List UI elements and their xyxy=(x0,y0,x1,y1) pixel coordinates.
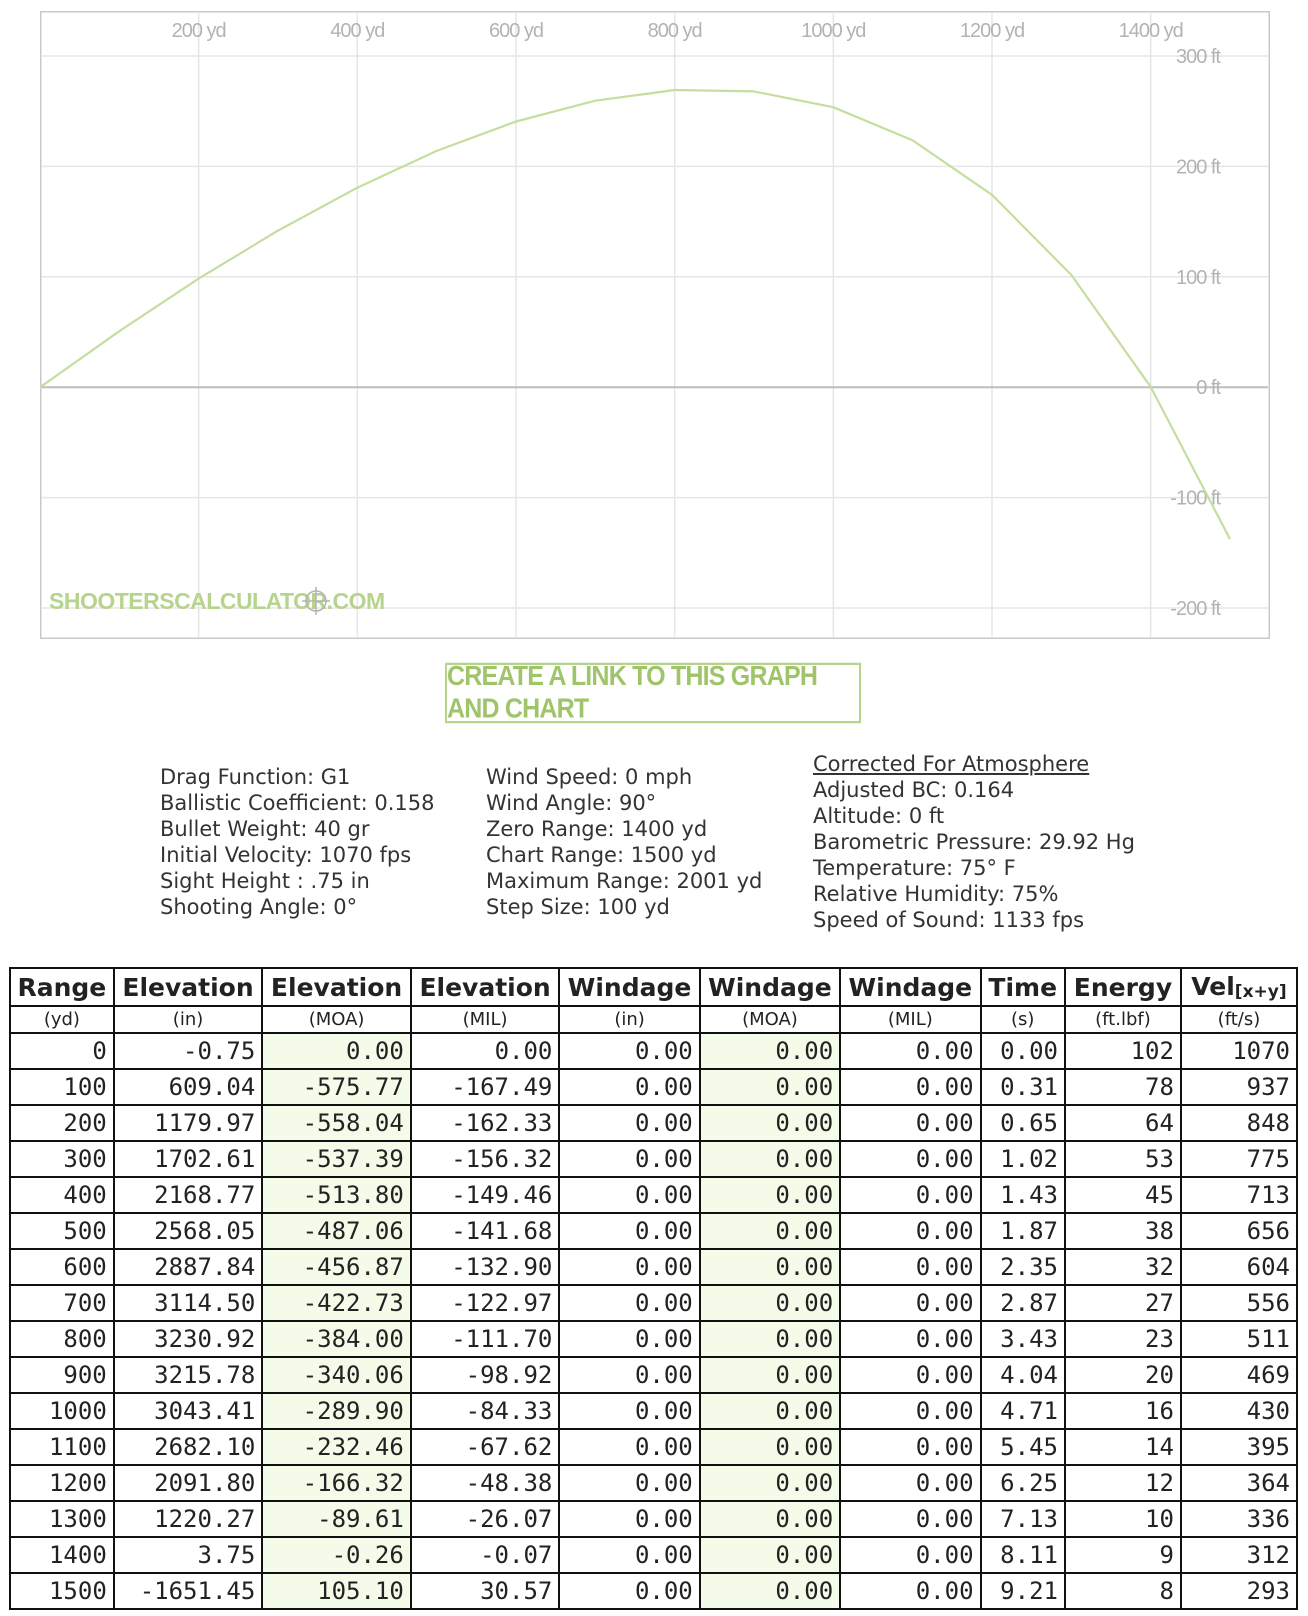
table-row xyxy=(10,1213,1297,1249)
table-cell: -162.33 xyxy=(411,1105,560,1141)
table-cell: 0.00 xyxy=(559,1177,699,1213)
x-tick-label: 800 yd xyxy=(647,20,702,42)
table-cell: 1500 xyxy=(10,1573,114,1609)
table-cell: 1070 xyxy=(1181,1033,1297,1069)
table-cell: 395 xyxy=(1181,1429,1297,1465)
table-cell: 0.00 xyxy=(559,1465,699,1501)
table-cell: 336 xyxy=(1181,1501,1297,1537)
x-tick-label: 1000 yd xyxy=(801,20,866,42)
table-cell: 100 xyxy=(10,1069,114,1105)
y-tick-label: 300 ft xyxy=(1175,46,1220,68)
info-line: Wind Angle: 90° xyxy=(486,791,657,815)
y-tick-label: 100 ft xyxy=(1175,266,1220,289)
x-tick-label: 600 yd xyxy=(488,20,544,42)
table-cell: -340.06 xyxy=(262,1357,411,1393)
table-row xyxy=(10,1501,1297,1537)
table-row xyxy=(10,1465,1297,1501)
table-cell: -67.62 xyxy=(411,1429,560,1465)
brand-watermark: SHOOTERSCALCULATOR.COM xyxy=(49,588,385,614)
table-cell: 0.00 xyxy=(840,1213,980,1249)
table-cell: 2568.05 xyxy=(114,1213,263,1249)
y-tick-label: -100 ft xyxy=(1170,487,1220,510)
table-cell: 0.00 xyxy=(411,1033,560,1069)
table-cell: 0.00 xyxy=(700,1429,840,1465)
table-cell: 78 xyxy=(1065,1069,1181,1105)
table-cell: -26.07 xyxy=(411,1501,560,1537)
table-cell: 6.25 xyxy=(981,1465,1065,1501)
col-header: Elevation xyxy=(114,968,263,1006)
table-cell: 1.02 xyxy=(981,1141,1065,1177)
info-line: Bullet Weight: 40 gr xyxy=(160,817,370,841)
info-line: Chart Range: 1500 yd xyxy=(486,843,717,867)
table-cell: 700 xyxy=(10,1285,114,1321)
table-cell: 7.13 xyxy=(981,1501,1065,1537)
table-cell: 0.00 xyxy=(840,1429,980,1465)
table-cell: 38 xyxy=(1065,1213,1181,1249)
table-cell: -487.06 xyxy=(262,1213,411,1249)
table-cell: 9.21 xyxy=(981,1573,1065,1609)
table-cell: 0.00 xyxy=(840,1141,980,1177)
table-cell: 1200 xyxy=(10,1465,114,1501)
table-row xyxy=(10,1429,1297,1465)
table-cell: -111.70 xyxy=(411,1321,560,1357)
table-cell: 300 xyxy=(10,1141,114,1177)
info-line: Shooting Angle: 0° xyxy=(160,895,358,919)
table-cell: 0.00 xyxy=(700,1069,840,1105)
table-cell: 0.00 xyxy=(700,1141,840,1177)
table-cell: 2091.80 xyxy=(114,1465,263,1501)
table-cell: 400 xyxy=(10,1177,114,1213)
table-cell: -89.61 xyxy=(262,1501,411,1537)
col-header: Windage xyxy=(559,968,699,1006)
x-tick-label: 1400 yd xyxy=(1118,20,1183,42)
table-cell: -1651.45 xyxy=(114,1573,263,1609)
table-cell: 16 xyxy=(1065,1393,1181,1429)
table-cell: 64 xyxy=(1065,1105,1181,1141)
col-unit: (in) xyxy=(559,1006,699,1033)
table-cell: 800 xyxy=(10,1321,114,1357)
table-cell: 10 xyxy=(1065,1501,1181,1537)
table-cell: 3215.78 xyxy=(114,1357,263,1393)
table-cell: 0.00 xyxy=(700,1321,840,1357)
atmosphere-params xyxy=(813,751,1135,933)
table-cell: 0.00 xyxy=(559,1105,699,1141)
table-cell: -537.39 xyxy=(262,1141,411,1177)
table-cell: 3230.92 xyxy=(114,1321,263,1357)
col-header: Elevation xyxy=(262,968,411,1006)
table-cell: 656 xyxy=(1181,1213,1297,1249)
info-line: Ballistic Coefficient: 0.158 xyxy=(160,791,435,815)
table-cell: 0.00 xyxy=(981,1033,1065,1069)
col-header: Energy xyxy=(1065,968,1181,1006)
plot-frame xyxy=(41,12,1270,639)
table-cell: 20 xyxy=(1065,1357,1181,1393)
table-cell: -456.87 xyxy=(262,1249,411,1285)
table-cell: -0.07 xyxy=(411,1537,560,1573)
table-cell: 4.71 xyxy=(981,1393,1065,1429)
table-cell: 0.00 xyxy=(840,1069,980,1105)
table-cell: 0.00 xyxy=(262,1033,411,1069)
table-cell: -84.33 xyxy=(411,1393,560,1429)
trajectory-chart xyxy=(40,11,1270,639)
table-cell: 0.00 xyxy=(700,1213,840,1249)
table-cell: 0.00 xyxy=(559,1537,699,1573)
table-cell: 0.00 xyxy=(840,1033,980,1069)
wind-range-params xyxy=(486,764,762,920)
create-link-button[interactable]: CREATE A LINK TO THIS GRAPH AND CHART xyxy=(445,663,861,723)
table-cell: 0.00 xyxy=(840,1501,980,1537)
table-cell: 3043.41 xyxy=(114,1393,263,1429)
x-tick-label: 400 yd xyxy=(330,20,385,42)
table-cell: 3114.50 xyxy=(114,1285,263,1321)
table-cell: 1400 xyxy=(10,1537,114,1573)
info-line: Drag Function: G1 xyxy=(160,765,351,789)
y-tick-label: 200 ft xyxy=(1175,156,1220,179)
table-cell: -384.00 xyxy=(262,1321,411,1357)
table-cell: 0.00 xyxy=(700,1465,840,1501)
table-row xyxy=(10,1105,1297,1141)
table-cell: -98.92 xyxy=(411,1357,560,1393)
table-cell: 23 xyxy=(1065,1321,1181,1357)
table-cell: -48.38 xyxy=(411,1465,560,1501)
vel-sub: [x+y] xyxy=(1234,982,1287,1002)
table-cell: 293 xyxy=(1181,1573,1297,1609)
table-cell: 0.00 xyxy=(700,1033,840,1069)
info-line: Wind Speed: 0 mph xyxy=(486,765,693,789)
col-unit: (ft.lbf) xyxy=(1065,1006,1181,1033)
table-cell: 0.00 xyxy=(559,1501,699,1537)
info-line: Adjusted BC: 0.164 xyxy=(813,778,1015,802)
col-header: Time xyxy=(981,968,1065,1006)
table-cell: 848 xyxy=(1181,1105,1297,1141)
table-cell: -558.04 xyxy=(262,1105,411,1141)
table-cell: 1179.97 xyxy=(114,1105,263,1141)
y-tick-label: 0 ft xyxy=(1196,377,1220,400)
table-body xyxy=(10,1033,1297,1609)
table-cell: 0.00 xyxy=(840,1357,980,1393)
table-cell: 1702.61 xyxy=(114,1141,263,1177)
table-cell: -513.80 xyxy=(262,1177,411,1213)
table-cell: 469 xyxy=(1181,1357,1297,1393)
table-cell: 900 xyxy=(10,1357,114,1393)
col-header: Windage xyxy=(700,968,840,1006)
ballistic-table xyxy=(9,967,1298,1610)
table-cell: 0.00 xyxy=(700,1285,840,1321)
table-cell: 0.00 xyxy=(559,1573,699,1609)
table-cell: 102 xyxy=(1065,1033,1181,1069)
table-cell: 604 xyxy=(1181,1249,1297,1285)
table-cell: 609.04 xyxy=(114,1069,263,1105)
vel-label: Vel xyxy=(1191,972,1235,1001)
table-cell: 2.35 xyxy=(981,1249,1065,1285)
table-cell: 105.10 xyxy=(262,1573,411,1609)
table-cell: 0.00 xyxy=(700,1177,840,1213)
table-cell: 0.00 xyxy=(840,1285,980,1321)
table-cell: 0.00 xyxy=(700,1501,840,1537)
table-cell: 200 xyxy=(10,1105,114,1141)
table-cell: -141.68 xyxy=(411,1213,560,1249)
table-cell: 775 xyxy=(1181,1141,1297,1177)
info-line: Relative Humidity: 75% xyxy=(813,882,1059,906)
table-cell: 937 xyxy=(1181,1069,1297,1105)
table-cell: 0.00 xyxy=(700,1573,840,1609)
table-row xyxy=(10,1177,1297,1213)
table-cell: 0.00 xyxy=(559,1429,699,1465)
table-cell: -122.97 xyxy=(411,1285,560,1321)
table-cell: 0.00 xyxy=(559,1141,699,1177)
table-cell: 0.00 xyxy=(700,1393,840,1429)
col-unit: (MOA) xyxy=(700,1006,840,1033)
table-cell: 3.75 xyxy=(114,1537,263,1573)
table-cell: 0.00 xyxy=(840,1573,980,1609)
col-unit: (MOA) xyxy=(262,1006,411,1033)
table-cell: 0.00 xyxy=(700,1249,840,1285)
table-cell: -289.90 xyxy=(262,1393,411,1429)
table-cell: 0.00 xyxy=(840,1105,980,1141)
table-cell: 500 xyxy=(10,1213,114,1249)
table-row xyxy=(10,1141,1297,1177)
table-cell: 713 xyxy=(1181,1177,1297,1213)
info-line: Barometric Pressure: 29.92 Hg xyxy=(813,830,1135,854)
table-cell: 14 xyxy=(1065,1429,1181,1465)
info-line: Maximum Range: 2001 yd xyxy=(486,869,763,893)
table-cell: 9 xyxy=(1065,1537,1181,1573)
header-row xyxy=(10,968,1297,1006)
table-cell: 430 xyxy=(1181,1393,1297,1429)
col-header: Elevation xyxy=(411,968,560,1006)
table-cell: -132.90 xyxy=(411,1249,560,1285)
table-cell: 0.00 xyxy=(700,1105,840,1141)
table-cell: 0.00 xyxy=(840,1465,980,1501)
atmosphere-title: Corrected For Atmosphere xyxy=(813,752,1090,776)
table-cell: 53 xyxy=(1065,1141,1181,1177)
table-cell: -166.32 xyxy=(262,1465,411,1501)
units-row xyxy=(10,1006,1297,1033)
table-cell: 0.00 xyxy=(559,1249,699,1285)
table-cell: 0.00 xyxy=(840,1177,980,1213)
table-cell: 0.00 xyxy=(700,1357,840,1393)
table-cell: 2.87 xyxy=(981,1285,1065,1321)
table-cell: 27 xyxy=(1065,1285,1181,1321)
col-header-vel xyxy=(1181,968,1297,1006)
table-row xyxy=(10,1285,1297,1321)
info-line: Zero Range: 1400 yd xyxy=(486,817,708,841)
chart-canvas xyxy=(40,11,1270,639)
table-cell: 45 xyxy=(1065,1177,1181,1213)
table-cell: 312 xyxy=(1181,1537,1297,1573)
table-cell: 0.31 xyxy=(981,1069,1065,1105)
table-cell: 32 xyxy=(1065,1249,1181,1285)
table-cell: 8 xyxy=(1065,1573,1181,1609)
table-cell: 2168.77 xyxy=(114,1177,263,1213)
table-cell: 600 xyxy=(10,1249,114,1285)
table-cell: 0.00 xyxy=(840,1249,980,1285)
table-row xyxy=(10,1537,1297,1573)
info-line: Step Size: 100 yd xyxy=(486,895,670,919)
table-cell: 1100 xyxy=(10,1429,114,1465)
x-tick-label: 1200 yd xyxy=(959,20,1025,42)
table-cell: 1.87 xyxy=(981,1213,1065,1249)
table-cell: 1300 xyxy=(10,1501,114,1537)
col-unit: (MIL) xyxy=(840,1006,980,1033)
table-cell: 0.00 xyxy=(559,1069,699,1105)
info-line: Altitude: 0 ft xyxy=(813,804,945,828)
col-unit: (MIL) xyxy=(411,1006,560,1033)
table-cell: 511 xyxy=(1181,1321,1297,1357)
table-cell: 30.57 xyxy=(411,1573,560,1609)
info-line: Speed of Sound: 1133 fps xyxy=(813,908,1085,932)
col-header: Range xyxy=(10,968,114,1006)
table-cell: 0.00 xyxy=(840,1321,980,1357)
col-unit: (s) xyxy=(981,1006,1065,1033)
table-row xyxy=(10,1033,1297,1069)
table-cell: 0.65 xyxy=(981,1105,1065,1141)
table-cell: -575.77 xyxy=(262,1069,411,1105)
col-header: Windage xyxy=(840,968,980,1006)
table-cell: 1.43 xyxy=(981,1177,1065,1213)
table-cell: 364 xyxy=(1181,1465,1297,1501)
table-cell: -167.49 xyxy=(411,1069,560,1105)
table-cell: 0.00 xyxy=(559,1213,699,1249)
table-cell: 0.00 xyxy=(559,1393,699,1429)
table-cell: 4.04 xyxy=(981,1357,1065,1393)
table-cell: 3.43 xyxy=(981,1321,1065,1357)
y-tick-label: -200 ft xyxy=(1170,598,1220,620)
table-row xyxy=(10,1321,1297,1357)
table-cell: 556 xyxy=(1181,1285,1297,1321)
table-row xyxy=(10,1069,1297,1105)
table-cell: 2887.84 xyxy=(114,1249,263,1285)
table-row xyxy=(10,1249,1297,1285)
table-cell: 0.00 xyxy=(559,1033,699,1069)
table-cell: 0.00 xyxy=(559,1357,699,1393)
table-cell: -232.46 xyxy=(262,1429,411,1465)
info-line: Initial Velocity: 1070 fps xyxy=(160,843,412,867)
table-cell: -0.75 xyxy=(114,1033,263,1069)
table-cell: 0 xyxy=(10,1033,114,1069)
table-cell: 0.00 xyxy=(559,1321,699,1357)
table-cell: -0.26 xyxy=(262,1537,411,1573)
table-cell: -422.73 xyxy=(262,1285,411,1321)
col-unit: (in) xyxy=(114,1006,263,1033)
table-cell: 0.00 xyxy=(840,1537,980,1573)
table-row xyxy=(10,1393,1297,1429)
table-cell: 2682.10 xyxy=(114,1429,263,1465)
table-cell: 1220.27 xyxy=(114,1501,263,1537)
x-tick-label: 200 yd xyxy=(171,20,226,42)
info-line: Sight Height : .75 in xyxy=(160,869,370,893)
table-cell: 12 xyxy=(1065,1465,1181,1501)
table-row xyxy=(10,1357,1297,1393)
info-line: Temperature: 75° F xyxy=(813,856,1016,880)
table-cell: 8.11 xyxy=(981,1537,1065,1573)
table-cell: 0.00 xyxy=(840,1393,980,1429)
table-cell: -149.46 xyxy=(411,1177,560,1213)
table-cell: -156.32 xyxy=(411,1141,560,1177)
table-cell: 0.00 xyxy=(700,1537,840,1573)
col-unit: (ft/s) xyxy=(1181,1006,1297,1033)
table-cell: 0.00 xyxy=(559,1285,699,1321)
bullet-params xyxy=(160,764,434,920)
col-unit: (yd) xyxy=(10,1006,114,1033)
table-cell: 1000 xyxy=(10,1393,114,1429)
table-row xyxy=(10,1573,1297,1609)
table-cell: 5.45 xyxy=(981,1429,1065,1465)
